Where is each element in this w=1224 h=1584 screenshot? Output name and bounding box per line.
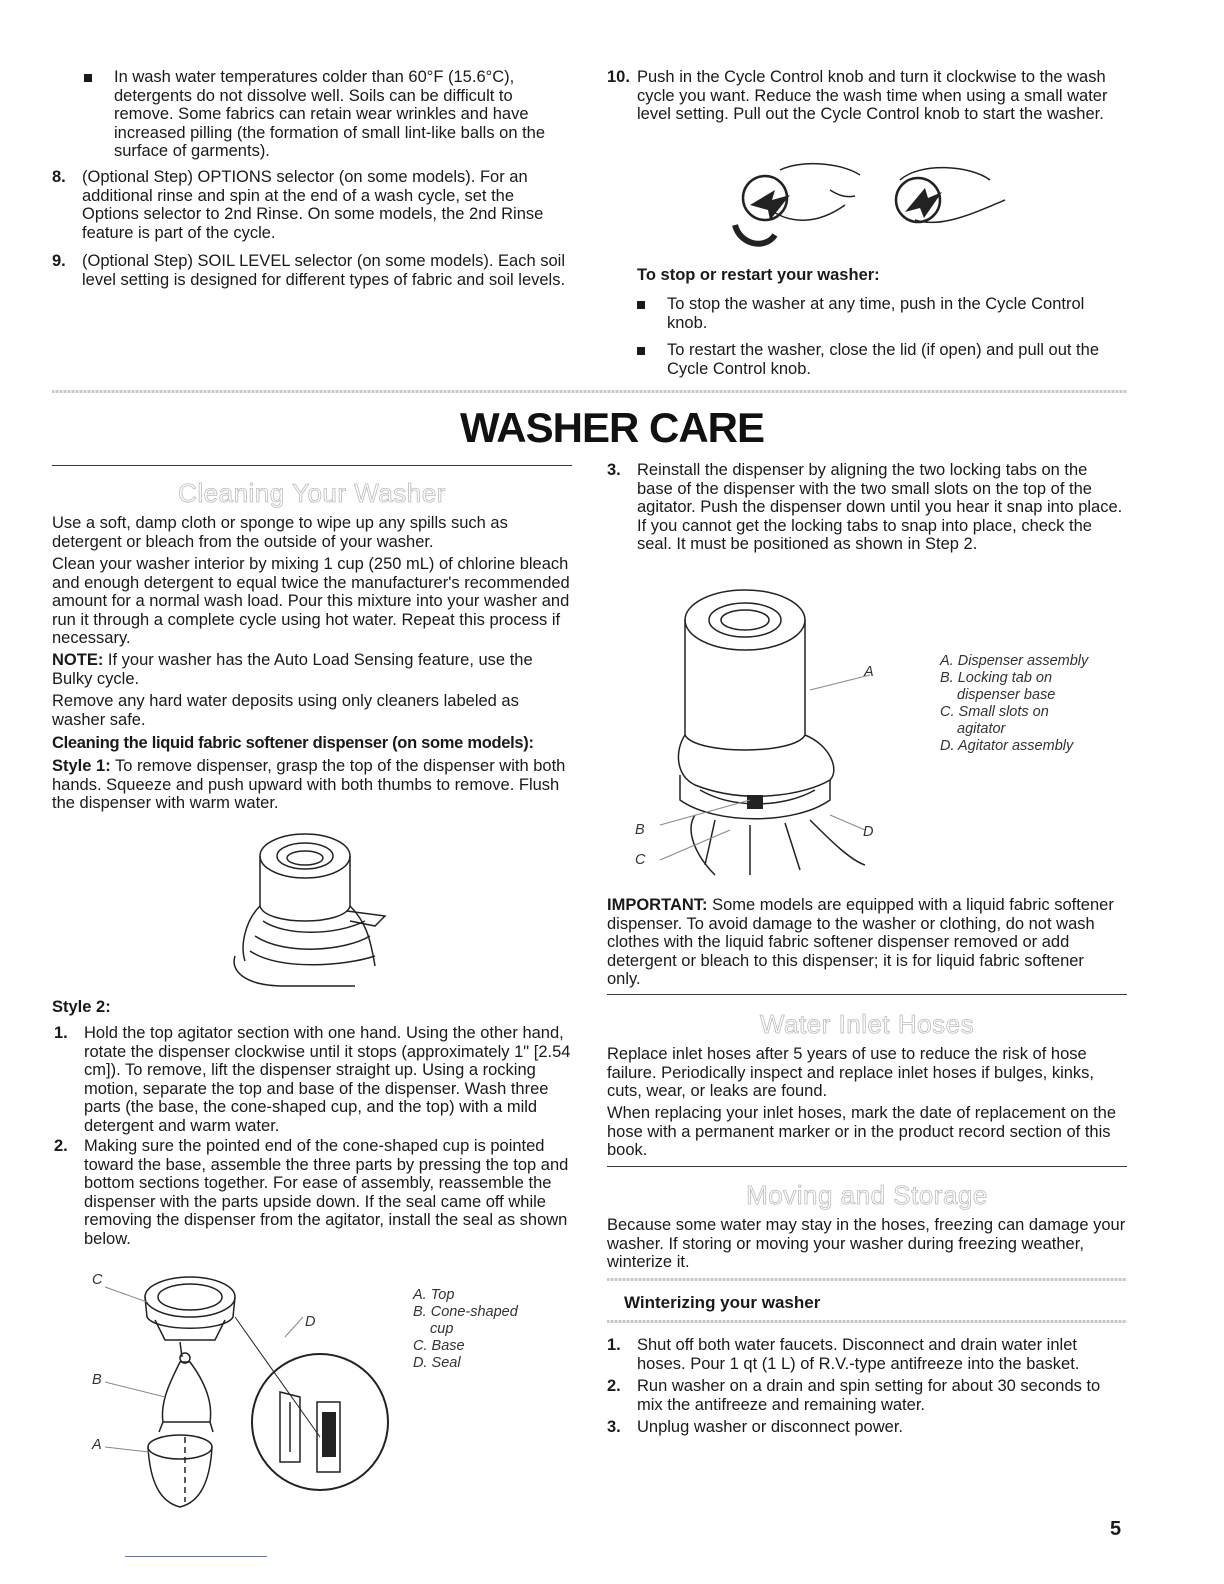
dispenser-assembly-illustration bbox=[625, 575, 885, 880]
note-text: If your washer has the Auto Load Sensing feature, use the Bulky cycle. bbox=[52, 651, 533, 688]
bullet-icon bbox=[637, 301, 645, 309]
step-number: 9. bbox=[52, 252, 66, 270]
style-2-step-2-text: Making sure the pointed end of the cone-shaped cup is pointed toward the base, assemble the three parts by pressing the top and bottom sections together. For ease of assembly, reassemble the dispenser with the parts upside down. If the seal came off while removing the dispenser from the agitator, install the seal as shown below. bbox=[84, 1137, 569, 1248]
hoses-paragraph-2: When replacing your inlet hoses, mark the date of replacement on the hose with a permanent marker or in the product record section of this book. bbox=[607, 1104, 1117, 1159]
step-number: 10. bbox=[607, 68, 630, 86]
page-title: WASHER CARE bbox=[459, 404, 765, 451]
winterizing-heading: Winterizing your washer bbox=[624, 1293, 821, 1312]
important-note bbox=[607, 896, 1122, 989]
style-2-step-1 bbox=[22, 1024, 571, 1135]
step-number: 1. bbox=[607, 1336, 621, 1354]
cleaning-section-title: Cleaning Your Washer bbox=[178, 478, 446, 508]
winterize-step-3 bbox=[607, 1418, 1127, 1437]
temperature-bullet bbox=[84, 68, 574, 161]
footnote-rule bbox=[125, 1556, 267, 1557]
fig2-label-b: B bbox=[92, 1372, 102, 1388]
style-2-step-2 bbox=[22, 1137, 571, 1248]
winterize-step-2-text: Run washer on a drain and spin setting for about 30 seconds to mix the antifreeze and remaining water. bbox=[637, 1377, 1101, 1414]
locking-tab-detail bbox=[747, 795, 763, 809]
fig2-label-a: A bbox=[92, 1437, 102, 1453]
section-divider bbox=[52, 390, 1127, 393]
section-rule bbox=[607, 1166, 1127, 1167]
fig3-label-b: B bbox=[635, 822, 645, 838]
stop-restart-heading: To stop or restart your washer: bbox=[637, 266, 880, 284]
fig3-label-d: D bbox=[863, 824, 874, 840]
step-number: 3. bbox=[607, 1418, 621, 1436]
hoses-section-title: Water Inlet Hoses bbox=[759, 1009, 975, 1039]
moving-paragraph-1: Because some water may stay in the hoses, freezing can damage your washer. If storing or moving your washer during freezing weather, winterize it. bbox=[607, 1216, 1126, 1271]
step-number: 2. bbox=[54, 1137, 68, 1155]
step-number: 3. bbox=[607, 461, 621, 479]
important-text: Some models are equipped with a liquid fabric softener dispenser. To avoid damage to the washer or clothing, do not wash clothes with the liquid fabric softener dispenser removed or add detergent or bleach to this dispenser; it is for liquid fabric softener only. bbox=[607, 896, 1114, 988]
restart-bullet-text: To restart the washer, close the lid (if open) and pull out the Cycle Control knob. bbox=[667, 341, 1099, 378]
style-1-paragraph bbox=[52, 757, 572, 813]
style-1-text: To remove dispenser, grasp the top of the dispenser with both hands. Squeeze and push upward with both thumbs to remove. Flush the dispenser with warm water. bbox=[52, 757, 566, 812]
legend-item: D. Seal bbox=[413, 1355, 461, 1371]
step-9-text: (Optional Step) SOIL LEVEL selector (on some models). Each soil level setting is designed for different types of fabric and soil levels. bbox=[82, 252, 566, 289]
clockwise-arrow-icon bbox=[750, 190, 790, 220]
softener-dispenser-heading: Cleaning the liquid fabric softener dispenser (on some models): bbox=[52, 734, 534, 752]
legend-item: C. Base bbox=[413, 1338, 465, 1354]
style-2-step-3-text: Reinstall the dispenser by aligning the two locking tabs on the base of the dispenser with the two small slots on the top of the agitator. Push the dispenser down until you hear it snap into place. If you cannot get the locking tabs to snap into place, check the seal. It must be positioned as shown in Step 2. bbox=[637, 461, 1123, 553]
winterize-step-1 bbox=[607, 1336, 1127, 1373]
subsection-divider bbox=[607, 1278, 1127, 1281]
step-8-text: (Optional Step) OPTIONS selector (on some models). For an additional rinse and spin at the end of a wash cycle, set the Options selector to 2nd Rinse. On some models, the 2nd Rinse feature is part of the cycle. bbox=[82, 168, 544, 242]
fig2-label-d: D bbox=[305, 1314, 316, 1330]
cycle-control-knob-illustration bbox=[720, 150, 1020, 260]
pull-knob-hand bbox=[896, 168, 1005, 223]
section-rule bbox=[52, 465, 572, 466]
temperature-bullet-text: In wash water temperatures colder than 60°F (15.6°C), detergents do not dissolve well. Soils can be difficult to remove. Some fabrics can retain wear wrinkles and have increased pilling (the formation of small lint-like balls on the surface of garments). bbox=[114, 68, 546, 160]
cleaning-paragraph-1: Use a soft, damp cloth or sponge to wipe up any spills such as detergent or bleach from the outside of your washer. bbox=[52, 514, 508, 551]
style-2-step-3 bbox=[607, 461, 1127, 554]
cleaning-note bbox=[52, 651, 572, 688]
step-9 bbox=[52, 252, 574, 289]
seal-detail bbox=[322, 1412, 336, 1457]
winterize-step-2 bbox=[607, 1377, 1127, 1414]
dispenser-style1-illustration bbox=[225, 826, 400, 991]
important-label: IMPORTANT: bbox=[607, 896, 708, 914]
step-number: 8. bbox=[52, 168, 66, 186]
style-2-step-1-text: Hold the top agitator section with one hand. Using the other hand, rotate the dispenser clockwise until it stops (approximately 1" [2.54 cm]). To remove, lift the dispenser straight up. Using a rocking motion, separate the top and base of the dispenser. Wash three parts (the base, the cone-shaped cup, and the top) with a mild detergent and warm water. bbox=[84, 1024, 571, 1135]
fig3-label-a: A bbox=[864, 664, 874, 680]
legend-item: D. Agitator assembly bbox=[940, 738, 1074, 754]
restart-bullet bbox=[637, 341, 1117, 378]
dispenser-parts-illustration bbox=[85, 1262, 415, 1547]
legend-item: A. Top bbox=[413, 1287, 455, 1303]
fig3-label-c: C bbox=[635, 852, 646, 868]
legend-item: C. Small slots on agitator bbox=[940, 704, 1049, 737]
legend-item: B. Locking tab on dispenser base bbox=[940, 670, 1056, 703]
note-label: NOTE: bbox=[52, 651, 104, 669]
step-10 bbox=[607, 68, 1127, 124]
fig3-legend bbox=[940, 653, 1115, 755]
hoses-paragraph-1: Replace inlet hoses after 5 years of use to reduce the risk of hose failure. Periodically inspect and replace inlet hoses if bulges, kinks, cuts, wear, or leaks are found. bbox=[607, 1045, 1095, 1100]
bullet-icon bbox=[84, 74, 92, 82]
cleaning-paragraph-2: Clean your washer interior by mixing 1 cup (250 mL) of chlorine bleach and enough detergent to equal twice the manufacturer's recommended amount for a normal wash load. Pour this mixture into your washer and run it through a complete cycle using hot water. Repeat this process if necessary. bbox=[52, 555, 570, 647]
winterize-step-1-text: Shut off both water faucets. Disconnect and drain water inlet hoses. Pour 1 qt (1 L) of R.V.-type antifreeze into the basket. bbox=[637, 1336, 1080, 1373]
section-rule bbox=[607, 994, 1127, 995]
winterize-step-3-text: Unplug washer or disconnect power. bbox=[637, 1418, 903, 1436]
style-2-label: Style 2: bbox=[52, 998, 111, 1016]
fig2-legend bbox=[413, 1287, 543, 1372]
rotate-arrow-icon bbox=[735, 225, 775, 244]
step-10-text: Push in the Cycle Control knob and turn it clockwise to the wash cycle you want. Reduce the wash time when using a small water level setting. Pull out the Cycle Control knob to start the washer. bbox=[637, 68, 1108, 123]
subsection-divider bbox=[607, 1320, 1127, 1323]
step-number: 2. bbox=[607, 1377, 621, 1395]
moving-section-title: Moving and Storage bbox=[746, 1180, 988, 1210]
stop-bullet bbox=[637, 295, 1107, 332]
push-knob-hand bbox=[743, 164, 860, 221]
legend-item: B. Cone-shaped cup bbox=[413, 1304, 518, 1337]
stop-bullet-text: To stop the washer at any time, push in the Cycle Control knob. bbox=[667, 295, 1085, 332]
step-8 bbox=[52, 168, 574, 242]
legend-item: A. Dispenser assembly bbox=[940, 653, 1089, 669]
step-number: 1. bbox=[54, 1024, 68, 1042]
bullet-icon bbox=[637, 347, 645, 355]
cleaning-paragraph-3: Remove any hard water deposits using only cleaners labeled as washer safe. bbox=[52, 692, 519, 729]
page-number: 5 bbox=[1110, 1518, 1122, 1540]
fig2-label-c: C bbox=[92, 1272, 103, 1288]
style-1-label: Style 1: bbox=[52, 757, 111, 775]
